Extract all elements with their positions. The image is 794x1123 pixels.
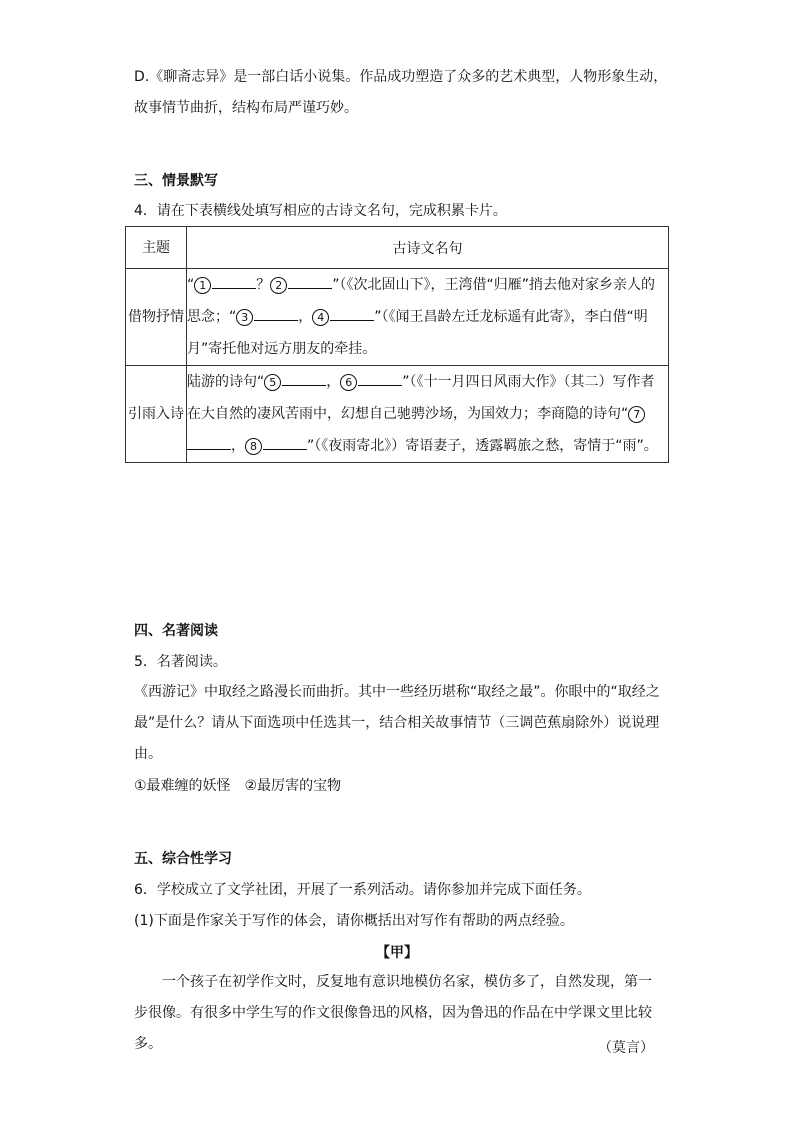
fill-blank-2[interactable]: [288, 272, 332, 289]
option-d-line-2: 故事情节曲折，结构布局严谨巧妙。: [134, 100, 358, 116]
passage-author: （莫言）: [598, 1040, 654, 1056]
row-borrow-object-text: “ 1 ？ 2 ”（《次北固山下》，王湾借“归雁”捎去他对家乡亲人的思念；“ 3 ， 4 ”（《闻王昌龄左迁龙标遥有此寄》，李白借“明月”寄托他对远方朋友的牵挂。: [187, 269, 669, 366]
question-6-sub-1: (1)下面是作家关于写作的体会，请你概括出对写作有帮助的两点经验。: [134, 913, 574, 929]
fill-blank-6[interactable]: [358, 369, 402, 386]
blank-number-2: 2: [270, 277, 287, 294]
section-4-heading: 四、名著阅读: [134, 623, 218, 639]
question-5: 5．名著阅读。: [134, 654, 227, 670]
theme-rain-poem: 引雨入诗: [126, 366, 187, 463]
blank-number-8: 8: [245, 438, 262, 455]
fill-blank-3[interactable]: [254, 304, 298, 321]
question-4: 4．请在下表横线处填写相应的古诗文名句，完成积累卡片。: [134, 203, 507, 219]
question-5-paragraph: 《西游记》中取经之路漫长而曲折。其中一些经历堪称“取经之最”。你眼中的“取经之最”是什么？请从下面选项中任选其一，结合相关故事情节（三调芭蕉扇除外）说说理由。: [134, 684, 660, 762]
option-d-line-1: D.《聊斋志异》是一部白话小说集。作品成功塑造了众多的艺术典型，人物形象生动，: [134, 69, 668, 85]
fill-blank-8[interactable]: [263, 433, 307, 450]
blank-number-7: 7: [628, 406, 645, 423]
section-3-heading: 三、情景默写: [134, 173, 218, 189]
blank-number-1: 1: [194, 277, 211, 294]
fill-blank-5[interactable]: [282, 369, 326, 386]
fill-blank-4[interactable]: [330, 304, 374, 321]
question-6: 6．学校成立了文学社团，开展了一系列活动。请你参加并完成下面任务。: [134, 882, 591, 898]
accumulation-card-table: [125, 226, 669, 463]
header-theme: 主题: [126, 227, 187, 269]
row-rain-poem-text: 陆游的诗句“ 5 ， 6 ”（《十一月四日风雨大作》（其二）写作者在大自然的凄风苦雨中，幻想自己驰骋沙场，为国效力；李商隐的诗句“ 7， 8 ”（《夜雨寄北》）寄语妻子，透露羁旅之愁，寄情于“雨”。: [187, 366, 669, 463]
section-5-heading: 五、综合性学习: [134, 851, 232, 867]
fill-blank-7[interactable]: [187, 433, 231, 450]
mo-yan-passage: 一个孩子在初学作文时，反复地有意识地模仿名家，模仿多了，自然发现，第一步很像。有很多中学生写的作文很像鲁迅的风格，因为鲁迅的作品在中学课文里比较多。: [134, 974, 652, 1052]
theme-borrow-object: 借物抒情: [126, 269, 187, 366]
blank-number-4: 4: [312, 309, 329, 326]
blank-number-5: 5: [264, 374, 281, 391]
question-5-options: ①最难缠的妖怪 ②最厉害的宝物: [134, 778, 342, 794]
fill-blank-1[interactable]: [212, 272, 256, 289]
passage-label-jia: 【甲】: [376, 945, 418, 961]
blank-number-3: 3: [236, 309, 253, 326]
header-poems: 古诗文名句: [187, 227, 669, 269]
blank-number-6: 6: [340, 374, 357, 391]
